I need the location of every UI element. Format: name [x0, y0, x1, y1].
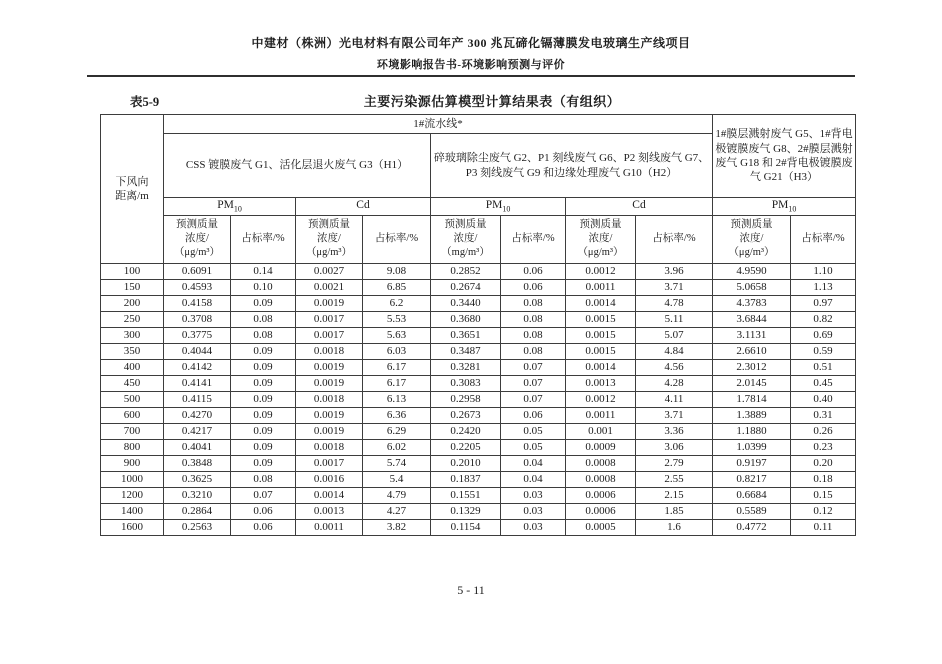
- value-cell: 0.09: [231, 391, 296, 407]
- value-cell: 0.2864: [164, 503, 231, 519]
- table-row: [101, 343, 856, 359]
- table-row: [101, 375, 856, 391]
- value-cell: 3.36: [636, 423, 713, 439]
- value-cell: 2.15: [636, 487, 713, 503]
- value-cell: 1.0399: [713, 439, 791, 455]
- value-cell: 0.4044: [164, 343, 231, 359]
- value-cell: 1.3889: [713, 407, 791, 423]
- value-cell: 0.07: [501, 391, 566, 407]
- value-cell: 0.1329: [431, 503, 501, 519]
- table-row: [101, 423, 856, 439]
- distance-cell: 1400: [101, 503, 164, 519]
- distance-cell: 700: [101, 423, 164, 439]
- table-head: [101, 115, 856, 264]
- table-row: [101, 391, 856, 407]
- page-number: 5 - 11: [457, 583, 485, 597]
- value-cell: 4.11: [636, 391, 713, 407]
- value-cell: 0.05: [501, 439, 566, 455]
- unit-label: （μg/m³）: [728, 247, 775, 259]
- pollutant-subscript: 10: [502, 204, 511, 214]
- value-cell: 0.06: [231, 519, 296, 535]
- value-cell: 0.3281: [431, 359, 501, 375]
- value-cell: 0.0015: [566, 343, 636, 359]
- value-cell: 0.07: [501, 375, 566, 391]
- value-cell: 2.0145: [713, 375, 791, 391]
- value-cell: 0.03: [501, 519, 566, 535]
- value-cell: 3.71: [636, 407, 713, 423]
- value-cell: 0.0012: [566, 391, 636, 407]
- distance-cell: 600: [101, 407, 164, 423]
- concentration-header: 预测质量 浓度/ （μg/m³）: [566, 215, 636, 263]
- value-cell: 0.11: [791, 519, 856, 535]
- value-cell: 6.36: [363, 407, 431, 423]
- value-cell: 0.2010: [431, 455, 501, 471]
- value-cell: 0.3848: [164, 455, 231, 471]
- distance-cell: 1600: [101, 519, 164, 535]
- value-cell: 0.0006: [566, 503, 636, 519]
- table-row: [101, 407, 856, 423]
- value-cell: 0.3708: [164, 311, 231, 327]
- value-cell: 0.23: [791, 439, 856, 455]
- distance-header-line2: 距离/m: [115, 189, 149, 202]
- pollutant-name: Cd: [356, 199, 370, 211]
- value-cell: 0.0014: [296, 487, 363, 503]
- value-cell: 9.08: [363, 263, 431, 279]
- value-cell: 0.3083: [431, 375, 501, 391]
- value-cell: 3.1131: [713, 327, 791, 343]
- value-cell: 0.31: [791, 407, 856, 423]
- value-cell: 4.84: [636, 343, 713, 359]
- value-cell: 0.3651: [431, 327, 501, 343]
- pollutant-header: [713, 198, 856, 216]
- value-cell: 1.85: [636, 503, 713, 519]
- value-cell: 6.85: [363, 279, 431, 295]
- value-cell: 0.10: [231, 279, 296, 295]
- value-cell: 0.0008: [566, 471, 636, 487]
- unit-label: （μg/m³）: [305, 247, 353, 259]
- value-cell: 0.06: [501, 407, 566, 423]
- value-cell: 6.29: [363, 423, 431, 439]
- group-header-h2: 碎玻璃除尘废气 G2、P1 刻线废气 G6、P2 刻线废气 G7、P3 刻线废气 G9 和边缘处理废气 G10（H2）: [431, 134, 713, 198]
- distance-cell: 1000: [101, 471, 164, 487]
- value-cell: 0.07: [231, 487, 296, 503]
- pollutant-name: PM: [771, 199, 789, 211]
- value-cell: 0.2673: [431, 407, 501, 423]
- value-cell: 1.1880: [713, 423, 791, 439]
- value-cell: 0.4142: [164, 359, 231, 375]
- value-cell: 0.08: [501, 311, 566, 327]
- pollutant-subscript: 10: [788, 204, 797, 214]
- value-cell: 0.0008: [566, 455, 636, 471]
- value-cell: 0.3210: [164, 487, 231, 503]
- ratio-header: 占标率/%: [231, 215, 296, 263]
- value-cell: 0.1837: [431, 471, 501, 487]
- unit-label: （μg/m³）: [577, 247, 624, 259]
- value-cell: 5.4: [363, 471, 431, 487]
- distance-header: [101, 115, 164, 264]
- value-cell: 4.79: [363, 487, 431, 503]
- ratio-header: 占标率/%: [791, 215, 856, 263]
- value-cell: 0.4041: [164, 439, 231, 455]
- value-cell: 0.08: [501, 343, 566, 359]
- value-cell: 0.3680: [431, 311, 501, 327]
- table-number: 表5-9: [130, 95, 160, 109]
- distance-cell: 500: [101, 391, 164, 407]
- table-row: [101, 279, 856, 295]
- value-cell: 0.14: [231, 263, 296, 279]
- value-cell: 0.6091: [164, 263, 231, 279]
- value-cell: 6.17: [363, 375, 431, 391]
- table-row: [101, 503, 856, 519]
- value-cell: 0.18: [791, 471, 856, 487]
- value-cell: 4.3783: [713, 295, 791, 311]
- value-cell: 0.0012: [566, 263, 636, 279]
- value-cell: 0.0019: [296, 407, 363, 423]
- distance-cell: 900: [101, 455, 164, 471]
- value-cell: 5.0658: [713, 279, 791, 295]
- value-cell: 3.71: [636, 279, 713, 295]
- value-cell: 0.09: [231, 439, 296, 455]
- value-cell: 0.03: [501, 503, 566, 519]
- table-row: [101, 263, 856, 279]
- value-cell: 0.4772: [713, 519, 791, 535]
- table-row: [101, 327, 856, 343]
- distance-cell: 250: [101, 311, 164, 327]
- concentration-header: 预测质量 浓度/ （mg/m³）: [431, 215, 501, 263]
- value-cell: 0.0018: [296, 343, 363, 359]
- distance-header-line1: 下风向: [115, 175, 149, 188]
- value-cell: 0.09: [231, 375, 296, 391]
- value-cell: 1.10: [791, 263, 856, 279]
- pollutant-header: [164, 198, 296, 216]
- table-row: [101, 311, 856, 327]
- header-row-measures: [101, 215, 856, 263]
- value-cell: 0.9197: [713, 455, 791, 471]
- value-cell: 0.4141: [164, 375, 231, 391]
- value-cell: 0.0011: [296, 519, 363, 535]
- pollutant-name: Cd: [632, 199, 646, 211]
- ratio-header: 占标率/%: [363, 215, 431, 263]
- table-caption: [87, 91, 855, 111]
- value-cell: 0.3625: [164, 471, 231, 487]
- value-cell: 0.09: [231, 295, 296, 311]
- value-cell: 0.26: [791, 423, 856, 439]
- table-row: [101, 519, 856, 535]
- value-cell: 3.6844: [713, 311, 791, 327]
- value-cell: 0.15: [791, 487, 856, 503]
- value-cell: 5.74: [363, 455, 431, 471]
- value-cell: 0.03: [501, 487, 566, 503]
- value-cell: 0.0019: [296, 295, 363, 311]
- value-cell: 3.06: [636, 439, 713, 455]
- value-cell: 6.17: [363, 359, 431, 375]
- value-cell: 0.2420: [431, 423, 501, 439]
- value-cell: 0.0019: [296, 423, 363, 439]
- value-cell: 0.3440: [431, 295, 501, 311]
- line-group-header: 1#流水线*: [164, 115, 713, 134]
- value-cell: 0.09: [231, 407, 296, 423]
- header-row-pollutants: [101, 198, 856, 216]
- value-cell: 0.06: [501, 263, 566, 279]
- value-cell: 0.4115: [164, 391, 231, 407]
- concentration-header: 预测质量 浓度/ （μg/m³）: [164, 215, 231, 263]
- distance-cell: 150: [101, 279, 164, 295]
- table-row: [101, 455, 856, 471]
- value-cell: 0.0018: [296, 439, 363, 455]
- value-cell: 5.63: [363, 327, 431, 343]
- value-cell: 0.09: [231, 455, 296, 471]
- distance-cell: 800: [101, 439, 164, 455]
- value-cell: 0.0005: [566, 519, 636, 535]
- value-cell: 0.1154: [431, 519, 501, 535]
- value-cell: 0.08: [501, 327, 566, 343]
- table-body: [101, 263, 856, 535]
- value-cell: 0.0015: [566, 327, 636, 343]
- pollutant-header: [296, 198, 431, 216]
- value-cell: 0.08: [501, 295, 566, 311]
- value-cell: 0.0016: [296, 471, 363, 487]
- pollutant-header: [566, 198, 713, 216]
- value-cell: 0.04: [501, 471, 566, 487]
- value-cell: 0.08: [231, 327, 296, 343]
- value-cell: 0.07: [501, 359, 566, 375]
- header-row-line: [101, 115, 856, 134]
- value-cell: 0.5589: [713, 503, 791, 519]
- value-cell: 0.08: [231, 311, 296, 327]
- value-cell: 4.28: [636, 375, 713, 391]
- value-cell: 0.4270: [164, 407, 231, 423]
- value-cell: 5.11: [636, 311, 713, 327]
- value-cell: 0.0017: [296, 455, 363, 471]
- concentration-header: 预测质量 浓度/ （μg/m³）: [296, 215, 363, 263]
- table-row: [101, 295, 856, 311]
- group-header-h1: CSS 镀膜废气 G1、活化层退火废气 G3（H1）: [164, 134, 431, 198]
- distance-cell: 350: [101, 343, 164, 359]
- table-row: [101, 487, 856, 503]
- value-cell: 0.3775: [164, 327, 231, 343]
- concentration-header: 预测质量 浓度/ （μg/m³）: [713, 215, 791, 263]
- value-cell: 3.82: [363, 519, 431, 535]
- value-cell: 0.0018: [296, 391, 363, 407]
- value-cell: 0.0011: [566, 279, 636, 295]
- value-cell: 0.0009: [566, 439, 636, 455]
- value-cell: 0.3487: [431, 343, 501, 359]
- distance-cell: 400: [101, 359, 164, 375]
- value-cell: 0.2205: [431, 439, 501, 455]
- doc-header-line1: 中建材（株洲）光电材料有限公司年产 300 兆瓦碲化镉薄膜发电玻璃生产线项目: [251, 36, 691, 50]
- value-cell: 0.4593: [164, 279, 231, 295]
- table-row: [101, 439, 856, 455]
- value-cell: 0.20: [791, 455, 856, 471]
- value-cell: 2.3012: [713, 359, 791, 375]
- value-cell: 0.08: [231, 471, 296, 487]
- value-cell: 4.78: [636, 295, 713, 311]
- value-cell: 0.45: [791, 375, 856, 391]
- value-cell: 0.51: [791, 359, 856, 375]
- distance-cell: 200: [101, 295, 164, 311]
- value-cell: 4.56: [636, 359, 713, 375]
- value-cell: 0.0015: [566, 311, 636, 327]
- distance-cell: 450: [101, 375, 164, 391]
- value-cell: 0.0019: [296, 359, 363, 375]
- value-cell: 4.27: [363, 503, 431, 519]
- group-header-h3: 1#膜层溅射废气 G5、1#背电极镀膜废气 G8、2#膜层溅射废气 G18 和 2#背电极镀膜废气 G21（H3）: [713, 115, 856, 198]
- value-cell: 6.02: [363, 439, 431, 455]
- value-cell: 0.09: [231, 423, 296, 439]
- pollutant-subscript: 10: [233, 204, 242, 214]
- value-cell: 0.97: [791, 295, 856, 311]
- value-cell: 0.8217: [713, 471, 791, 487]
- value-cell: 0.05: [501, 423, 566, 439]
- distance-cell: 300: [101, 327, 164, 343]
- value-cell: 0.0021: [296, 279, 363, 295]
- distance-cell: 1200: [101, 487, 164, 503]
- value-cell: 0.0027: [296, 263, 363, 279]
- value-cell: 0.2852: [431, 263, 501, 279]
- value-cell: 0.04: [501, 455, 566, 471]
- ratio-header: 占标率/%: [636, 215, 713, 263]
- distance-cell: 100: [101, 263, 164, 279]
- value-cell: 5.53: [363, 311, 431, 327]
- value-cell: 0.0013: [566, 375, 636, 391]
- value-cell: 4.9590: [713, 263, 791, 279]
- ratio-header: 占标率/%: [501, 215, 566, 263]
- pollutant-name: PM: [485, 199, 503, 211]
- table-row: [101, 359, 856, 375]
- value-cell: 0.2958: [431, 391, 501, 407]
- pollutant-header: [431, 198, 566, 216]
- table-title: 主要污染源估算模型计算结果表（有组织）: [363, 94, 621, 109]
- value-cell: 3.96: [636, 263, 713, 279]
- value-cell: 0.0014: [566, 295, 636, 311]
- unit-label: （mg/m³）: [441, 247, 490, 259]
- value-cell: 0.4217: [164, 423, 231, 439]
- value-cell: 6.03: [363, 343, 431, 359]
- value-cell: 0.82: [791, 311, 856, 327]
- doc-header: [87, 0, 855, 77]
- value-cell: 6.2: [363, 295, 431, 311]
- value-cell: 0.59: [791, 343, 856, 359]
- value-cell: 0.06: [231, 503, 296, 519]
- value-cell: 2.55: [636, 471, 713, 487]
- value-cell: 0.2563: [164, 519, 231, 535]
- results-table: [100, 114, 856, 536]
- value-cell: 5.07: [636, 327, 713, 343]
- value-cell: 0.0019: [296, 375, 363, 391]
- value-cell: 0.06: [501, 279, 566, 295]
- unit-label: （μg/m³）: [173, 247, 221, 259]
- value-cell: 0.0017: [296, 327, 363, 343]
- value-cell: 0.09: [231, 343, 296, 359]
- value-cell: 0.0017: [296, 311, 363, 327]
- value-cell: 0.0011: [566, 407, 636, 423]
- value-cell: 2.6610: [713, 343, 791, 359]
- value-cell: 0.2674: [431, 279, 501, 295]
- value-cell: 0.1551: [431, 487, 501, 503]
- value-cell: 0.0006: [566, 487, 636, 503]
- value-cell: 1.7814: [713, 391, 791, 407]
- value-cell: 1.13: [791, 279, 856, 295]
- value-cell: 0.12: [791, 503, 856, 519]
- value-cell: 0.69: [791, 327, 856, 343]
- value-cell: 0.4158: [164, 295, 231, 311]
- doc-header-line2: 环境影响报告书-环境影响预测与评价: [376, 59, 566, 71]
- value-cell: 0.0013: [296, 503, 363, 519]
- value-cell: 0.0014: [566, 359, 636, 375]
- pollutant-name: PM: [217, 199, 234, 211]
- value-cell: 6.13: [363, 391, 431, 407]
- value-cell: 1.6: [636, 519, 713, 535]
- table-row: [101, 471, 856, 487]
- value-cell: 0.09: [231, 359, 296, 375]
- value-cell: 0.6684: [713, 487, 791, 503]
- value-cell: 0.001: [566, 423, 636, 439]
- value-cell: 2.79: [636, 455, 713, 471]
- value-cell: 0.40: [791, 391, 856, 407]
